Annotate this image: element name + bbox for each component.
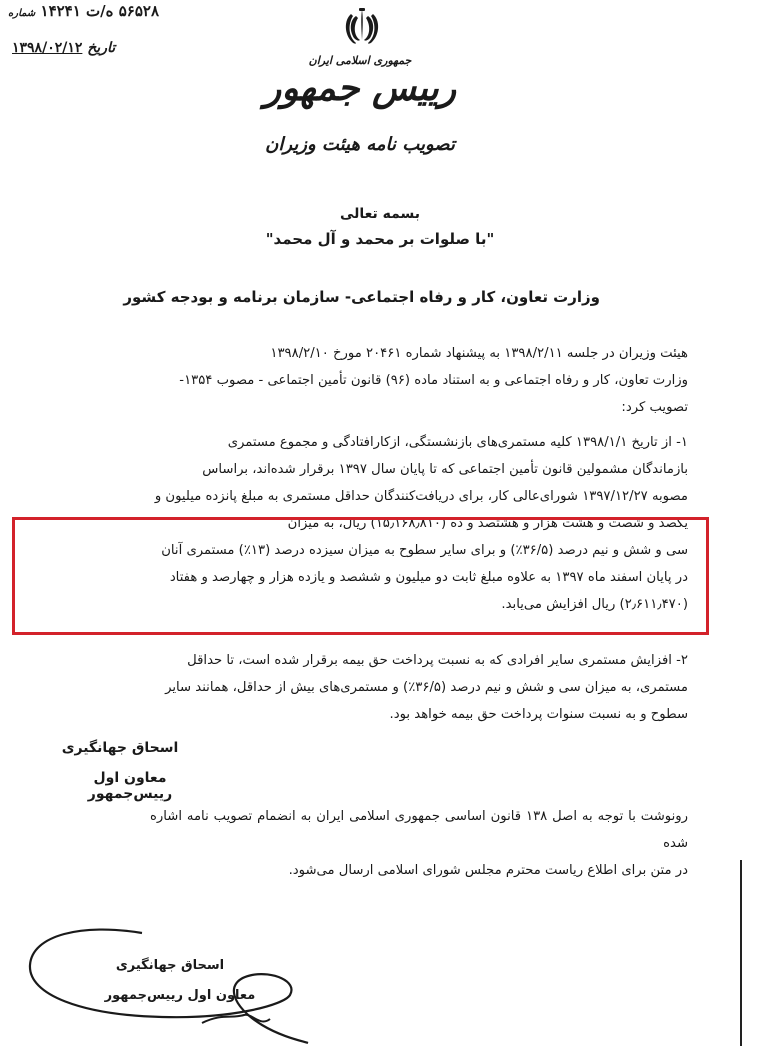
handwritten-signature [22, 915, 312, 1046]
signature-name: اسحاق جهانگیری [115, 958, 225, 973]
salavat-heading: "با صلوات بر محمد و آل محمد" [265, 230, 495, 248]
cabinet-decree-title: تصویب نامه هیئت وزیران [265, 134, 455, 155]
intro-line: وزارت تعاون، کار و رفاه اجتماعی و به استناد ماده (۹۶) قانون تأمین اجتماعی - مصوب ۱۳۵۴- [179, 373, 688, 388]
copy-note-paragraph [150, 803, 688, 884]
clause-1-line: سی و شش و نیم درصد (۳۶/۵٪) و برای سایر سطوح به میزان سیزده درصد (۱۳٪) مستمری آنان [161, 543, 688, 558]
signature-title: معاون اول رییس‌جمهور [104, 988, 256, 1003]
iran-emblem-icon [340, 6, 384, 50]
reference-date [12, 40, 119, 56]
clause-1-line: یکصد و شصت و هشت هزار و هشتصد و ده (۱۵٫۱۶۸٫۸۱۰) ریال، به میزان [287, 516, 688, 531]
intro-line: هیئت وزیران در جلسه ۱۳۹۸/۲/۱۱ به پیشنهاد شماره ۲۰۴۶۱ مورخ ۱۳۹۸/۲/۱۰ [270, 346, 688, 361]
page-edge-line [740, 860, 742, 1046]
signer-name: اسحاق جهانگیری [61, 740, 179, 756]
bismillah-heading: بسمه تعالی [339, 206, 421, 222]
copy-note-line: رونوشت با توجه به اصل ۱۳۸ قانون اساسی جمهوری اسلامی ایران به انضمام تصویب نامه اشاره شده [150, 809, 688, 851]
reference-date-label: تاریخ [87, 40, 116, 56]
clause-2-line: ۲- افزایش مستمری سایر افرادی که به نسبت پرداخت حق بیمه برقرار شده است، تا حداقل [187, 653, 688, 668]
clause-2-line: مستمری، به میزان سی و شش و نیم درصد (۳۶/۵٪) و مستمری‌های بیش از حداقل، همانند سایر [165, 680, 688, 695]
clause-1-line: ۱- از تاریخ ۱۳۹۸/۱/۱ کلیه مستمری‌های بازنشستگی، ازکارافتادگی و مجموع مستمری [227, 435, 688, 450]
clause-1-line: مصوبه ۱۳۹۷/۱۲/۲۷ شورای‌عالی کار، برای دریافت‌کنندگان حداقل مستمری به مبلغ پانزده میلیون و [154, 489, 688, 504]
reference-date-value: ۱۳۹۸/۰۲/۱۲ [12, 40, 83, 56]
clause-1-line: (۲٫۶۱۱٫۴۷۰) ریال افزایش می‌یابد. [501, 597, 688, 612]
clause-2-line: سطوح و به نسبت سنوات پرداخت حق بیمه خواهد بود. [389, 707, 688, 722]
republic-caption: جمهوری اسلامی ایران [308, 54, 412, 67]
clause-1-line: بازماندگان مشمولین قانون تأمین اجتماعی که تا پایان سال ۱۳۹۷ برقرار شده‌اند، براساس [202, 462, 688, 477]
addressee-line: وزارت تعاون، کار و رفاه اجتماعی- سازمان برنامه و بودجه کشور [123, 288, 600, 306]
reference-number-label: شماره [8, 8, 36, 19]
intro-line: تصویب کرد: [621, 400, 688, 415]
intro-paragraph [58, 340, 688, 421]
president-title: رییس جمهور [263, 67, 457, 109]
highlight-box [12, 517, 709, 635]
signer-title: معاون اول رییس‌جمهور [87, 770, 173, 802]
clause-1-line: در پایان اسفند ماه ۱۳۹۷ به علاوه مبلغ ثابت دو میلیون و ششصد و یازده هزار و چهارصد و هفتاد [169, 570, 688, 585]
reference-number-value: ۵۶۵۲۸ ه/ت ۱۴۲۴۱ [40, 2, 160, 20]
clause-2-paragraph [58, 647, 688, 728]
copy-note-line: در متن برای اطلاع ریاست محترم مجلس شورای اسلامی ارسال می‌شود. [288, 863, 688, 878]
reference-number [8, 2, 159, 20]
